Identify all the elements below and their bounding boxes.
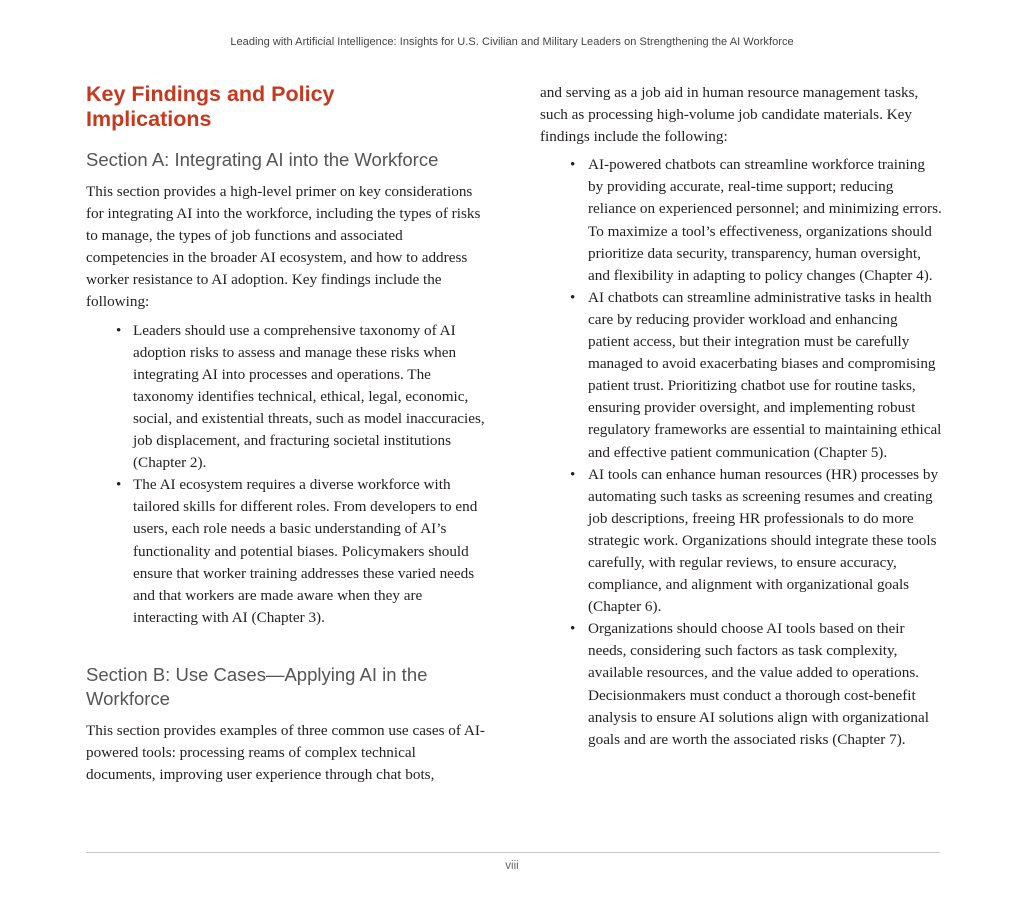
list-item-text: Leaders should use a comprehensive taxonomy of AI adoption risks to assess and manage these risks when integrating AI into processes and operations. The taxonomy identifies technical, ethical, legal, economic, social, and existential threats, such as model inaccuracies, job displacement, and fracturing societal institutions (Chapter 2). (133, 321, 485, 472)
section-a-intro: This section provides a high-level primer on key considerations for integrating AI into the workforce, including the types of risks to manage, the types of job functions and associated competencies in the broader AI ecosystem, and how to address worker resistance to AI adoption. Key findings include the following: (86, 183, 481, 311)
right-column (540, 82, 942, 751)
list-item-text: The AI ecosystem requires a diverse workforce with tailored skills for different roles. From developers to end users, each role needs a basic understanding of AI’s functionality and potential biases. Policymakers should ensure that worker training addresses these varied needs and that workers are made aware when they are interacting with AI (Chapter 3). (133, 476, 478, 626)
list-item-text: AI tools can enhance human resources (HR) processes by automating such tasks as screening resumes and creating job descriptions, freeing HR professionals to do more strategic work. Organizations should integrate these tools carefully, with regular reviews, to ensure accuracy, compliance, and alignment with organizational goals (Chapter 6). (588, 465, 939, 616)
list-item-text: AI chatbots can streamline administrative tasks in health care by reducing provider workload and enhancing patient access, but their integration must be carefully managed to avoid exacerbating biases and compromising patient trust. Prioritizing chatbot use for routine tasks, ensuring provider oversight, and implementing robust regulatory frameworks are essential to maintaining ethical and effective patient communication (Chapter 5). (588, 288, 942, 461)
left-column (86, 82, 488, 786)
list-item (116, 474, 488, 629)
section-a-heading: Section A: Integrating AI into the Workforce (86, 149, 439, 170)
list-item (570, 287, 942, 464)
bullet-icon: • (116, 321, 122, 339)
running-header: Leading with Artificial Intelligence: Insights for U.S. Civilian and Military Leaders on Strengthening the AI Workforce (230, 36, 794, 48)
section-b-intro: This section provides examples of three common use cases of AI-powered tools: processing reams of complex technical documents, improving user experience through chat bots, (86, 721, 485, 784)
bullet-icon: • (116, 476, 122, 494)
bullet-icon: • (570, 288, 576, 306)
list-item-text: Organizations should choose AI tools based on their needs, considering such factors as task complexity, available resources, and the value added to operations. Decisionmakers must conduct a thorough cost-benefit analysis to ensure AI solutions align with organizational goals and are worth the associated risks (Chapter 7). (588, 620, 929, 748)
page-number: viii (505, 860, 519, 872)
list-item (570, 154, 942, 287)
chapter-title: Key Findings and Policy Implications (86, 82, 335, 131)
section-b-heading: Section B: Use Cases—Applying AI in the Workforce (86, 663, 428, 709)
list-item-text: AI-powered chatbots can streamline workforce training by providing accurate, real-time support; reducing reliance on experienced personnel; and minimizing errors. To maximize a tool’s effectiveness, organizations should prioritize data security, transparency, human oversight, and flexibility in adapting to policy changes (Chapter 4). (588, 156, 942, 284)
list-item (570, 618, 942, 751)
list-item (116, 320, 488, 475)
section-a-bullet-list (86, 320, 488, 629)
section-b-continuation: and serving as a job aid in human resource management tasks, such as processing high-volume job candidate materials. Key findings include the following: (540, 84, 919, 146)
bullet-icon: • (570, 465, 576, 483)
section-b-bullet-list (540, 154, 942, 751)
list-item (570, 464, 942, 619)
footer-divider (86, 852, 940, 853)
bullet-icon: • (570, 156, 576, 174)
bullet-icon: • (570, 620, 576, 638)
